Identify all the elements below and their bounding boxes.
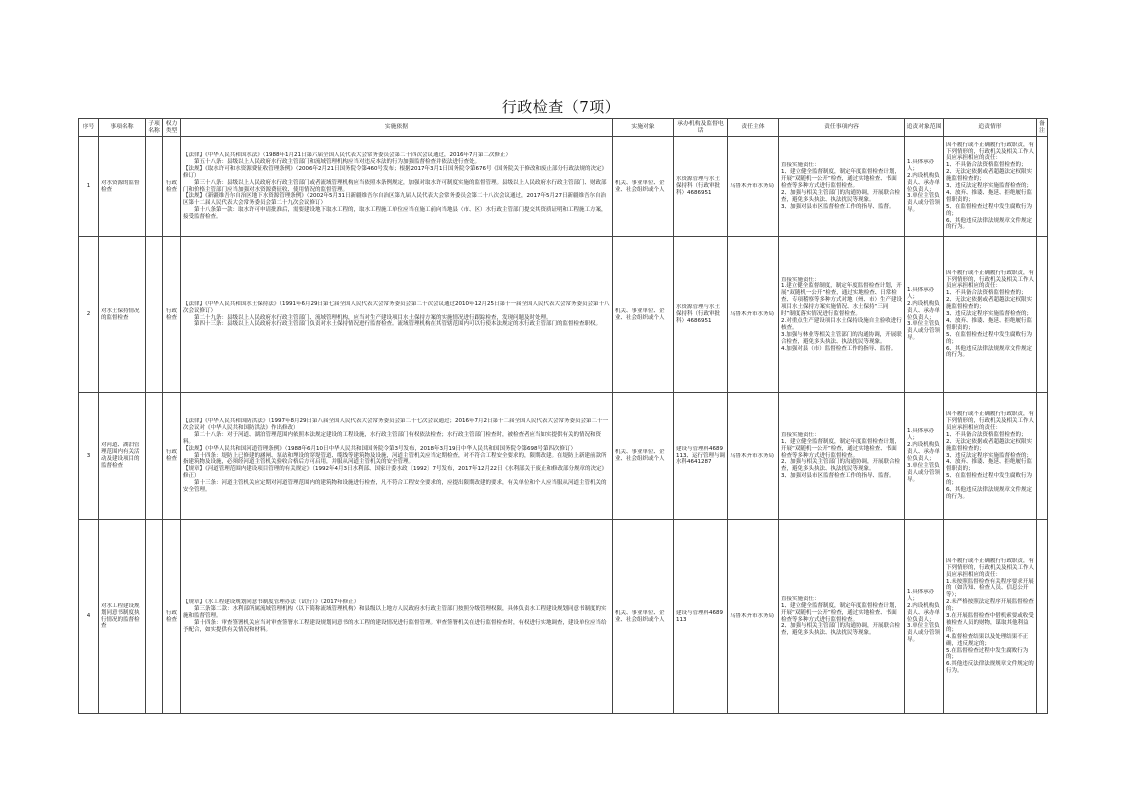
target-party-cell [613, 393, 674, 520]
accountability-case-line: 1、不具备合法资格监督检查的； [946, 290, 1027, 297]
header-target-party: 实施对象 [613, 119, 674, 137]
legal-basis [183, 418, 610, 494]
power-type-cell [163, 237, 181, 393]
item-name: 对水工程建设规划同意书制度执行情况的监督检查 [101, 602, 140, 630]
legal-basis [183, 301, 610, 329]
power-type-cell [163, 137, 181, 237]
table-row [79, 393, 1048, 520]
row-number: 2 [86, 311, 91, 318]
table-row [79, 520, 1048, 714]
remark-cell [1037, 393, 1048, 520]
accountability-case-line: 1、不具备合法资格监督检查的； [946, 162, 1027, 169]
duty-line: 1.建立健全监督制度，制定年度监督检查计划，开展“双随机一公开”检查，通过实地检查、日常检查、专项稽察等多种方式对地（州、市）生产建设项目水土保持方案实施情况、水土保持“三同时”制度落实情况进行监督检查。 [781, 283, 902, 318]
power-type: 行政检查 [165, 609, 177, 623]
remark-cell [1037, 237, 1048, 393]
duty-line: 1、建立健全监督制度，制定年度监督检查计划，开展“双随机一公开”检查，通过实地检查、书面检查等多种方式进行监督检查。 [781, 438, 901, 459]
accountability-cases-cell [944, 237, 1037, 393]
legal-basis-paragraph: 第三十八条：县级以上人民政府水行政主管部门或者流域管理机构应当依照本条例规定，加强对取水许可制度实施的监督管理。县级以上人民政府水行政主管部门、财政部门和价格主管部门应当加强对水资源费征收、使用情况的监督管理。 [183, 179, 607, 193]
accountability-scope-line: 2.内设机构负责人、承办单位负责人； [907, 172, 941, 193]
accountability-case-line: 6、其他违反法律法规规章文件规定的行为。 [946, 345, 1033, 359]
power-type-cell [163, 520, 181, 714]
header-accountability-cases: 追责情形 [944, 119, 1037, 137]
item-name-cell [99, 393, 146, 520]
accountability-case-line: 2、无法定依据或者超越法定权限实施监督检查的； [946, 169, 1033, 183]
legal-basis-paragraph: 第十四条：审查签署机关应当对审查签署水工程建设规划同意书的水工程的建设情况进行监督管理。审查签署机关在进行监督检查时，有权进行实地调查，建设单位应当给予配合，如实提供有关情况和材料。 [183, 619, 607, 633]
item-name-cell [99, 237, 146, 393]
page-title: 行政检查（7项） [501, 98, 621, 116]
accountability-scope-cell [905, 237, 944, 393]
responsible-subject-cell [728, 137, 779, 237]
legal-basis-paragraph: 第三条第二款：水利部所属流域管理机构（以下简称流域管理机构）和县级以上地方人民政府水行政主管部门按照分级管理权限，具体负责水工程建设规划同意书制度的实施和监督管理。 [183, 606, 607, 620]
duty-line: 3、加强对县市区监督检查工作的指导、监督。 [781, 203, 895, 210]
duty-line: 直接实施责任： [781, 276, 820, 283]
accountability-case-line: 1、不具备合法资格监督检查的； [946, 431, 1027, 438]
row-number: 3 [86, 452, 91, 459]
target-party: 机关、事业单位、企业、社会组织或个人 [615, 449, 665, 462]
subitem-name-cell [146, 393, 163, 520]
accountability-case-line: 3、违反法定程序实施监督检查的； [946, 311, 1033, 318]
row-number: 1 [86, 183, 91, 190]
legal-basis-paragraph: 【法律】《中华人民共和国水法》（1988年1月21日第六届全国人民代表大会常务委员会第二十四次会议通过，2016年7月第二次修正） [183, 151, 511, 158]
header-responsible-subject: 责任主体 [728, 119, 779, 137]
responsible-subject: 乌鲁木齐市水务局 [730, 183, 775, 190]
accountability-scope [907, 287, 941, 342]
duty-line: 3、加强对县市区监督检查工作的指导、监督。 [781, 473, 895, 480]
responsible-subject-cell [728, 393, 779, 520]
responsible-subject: 乌鲁木齐市水务局 [730, 613, 775, 620]
header-subitem-name: 子项名称 [146, 119, 163, 137]
duty-line: 直接实施责任： [781, 595, 820, 602]
target-party: 机关、事业单位、企业、社会组织或个人 [615, 609, 665, 623]
remark-cell [1037, 137, 1048, 237]
table-row [79, 137, 1048, 237]
power-type: 行政检查 [165, 307, 177, 321]
handling-agency: 建设与管理科4689113 [676, 609, 723, 623]
legal-basis-cell [181, 393, 613, 520]
accountability-scope-line: 1.具体承办人； [907, 158, 935, 172]
accountability-case-line: 2.未严格按照法定程序开展监督检查的； [946, 599, 1034, 613]
row-number: 4 [86, 613, 91, 620]
item-name: 对水资源的监督检查 [101, 179, 140, 193]
duty-content-cell [779, 137, 905, 237]
item-name: 对河道、湖泊管理范围内有关活动及建设项目的监督检查 [101, 442, 140, 469]
duty-line: 2.对重点生产建设项目水土保持设施自主验收进行核查。 [781, 317, 902, 331]
accountability-case-line: 3.在开展监督检查中借机索要或收受被检查人员的财物，谋取其他利益的； [946, 613, 1034, 633]
accountability-case-line: 5、在监督检查过程中发生腐败行为的； [946, 473, 1033, 487]
accountability-scope-line: 3.单位主管负责人或分管领导。 [907, 462, 941, 483]
header-legal-basis: 实施依据 [181, 119, 613, 137]
legal-basis [183, 599, 610, 634]
duty-content [781, 162, 902, 210]
responsible-subject: 乌鲁木齐市水务局 [730, 452, 775, 459]
handling-agency-cell [674, 137, 728, 237]
accountability-case-line: 2、无法定依据或者超越法定权限实施监督检查的； [946, 438, 1033, 452]
accountability-scope-line: 2.内设机构负责人、承办单位负责人； [907, 300, 941, 321]
handling-agency-cell [674, 520, 728, 714]
header-remark: 备注 [1037, 119, 1048, 137]
handling-agency-cell [674, 393, 728, 520]
accountability-cases-cell [944, 137, 1037, 237]
table-row [79, 237, 1048, 393]
accountability-scope-cell [905, 520, 944, 714]
legal-basis-cell [181, 520, 613, 714]
accountability-case-line: 1.未按照监督检查有关程序要求开展的（如告知、检查人员、信息公开等）； [946, 578, 1034, 599]
accountability-scope [907, 589, 941, 644]
accountability-scope-cell [905, 393, 944, 520]
duty-line: 2、加强与相关主管部门的沟通协调，开展联合检查，避免多头执法、执法扰民等现象。 [781, 189, 901, 203]
inspection-table [78, 118, 1048, 714]
power-type: 行政检查 [165, 179, 177, 193]
legal-basis [183, 152, 610, 221]
legal-basis-paragraph: 第十八条第一款：取水许可申请批准后，需要建设地下取水工程的，取水工程施工单位应当在施工前向当地县（市、区）水行政主管部门提交其资质证明和工程施工方案，接受监督检查。 [183, 207, 607, 221]
power-type-cell [163, 393, 181, 520]
remark-cell [1037, 520, 1048, 714]
duty-line: 直接实施责任： [781, 162, 820, 169]
accountability-case-line: 6、其他违反法律法规规章文件规定的行为。 [946, 217, 1033, 231]
accountability-cases [946, 142, 1034, 232]
duty-content [781, 596, 902, 637]
legal-basis-paragraph: 第二十八条：对于河道、湖泊管理范围内依照本法规定建设的工程设施，水行政主管部门有权依法检查；水行政主管部门检查时，被检查者应当如实提供有关的情况和资料。 [183, 431, 602, 445]
accountability-case-line: 3、违反法定程序实施监督检查的； [946, 183, 1033, 190]
responsible-subject-cell [728, 520, 779, 714]
legal-basis-cell [181, 237, 613, 393]
item-name-cell [99, 137, 146, 237]
target-party-cell [613, 237, 674, 393]
duty-line: 2、加强与相关主管部门的沟通协调，开展联合检查，避免多头执法、执法扰民等现象。 [781, 459, 901, 473]
accountability-scope-line: 2.内设机构负责人、承办单位负责人； [907, 602, 941, 623]
accountability-case-line: 因不履行或不正确履行行政职责，有下列情形的，行政机关及相关工作人员应承担相应的责任： [946, 269, 1034, 290]
header-handling-agency: 承办机构及监督电话 [674, 119, 728, 137]
legal-basis-paragraph: 【法律】《中华人民共和国防洪法》（1997年8月29日第八届全国人民代表大会常务委员会第二十七次会议通过；2016年7月2日第十二届全国人民代表大会常务委员会第二十一次会议对《中华人民共和国防洪法》作出修改） [183, 418, 608, 431]
legal-basis-paragraph: 【法律】《中华人民共和国水土保持法》（1991年6月29日第七届全国人民代表大会常务委员会第二十次会议通过2010年12月25日第十一届全国人民代表大会常务委员会第十八次会议修订） [183, 300, 610, 314]
accountability-case-line: 2、无法定依据或者超越法定权限实施监督检查的； [946, 297, 1033, 311]
responsible-subject: 乌鲁木齐市水务局 [730, 311, 775, 318]
duty-line: 1、建立健全监督制度，制定年度监督检查计划，开展“双随机一公开”检查，通过实地检查、书面检查等多种方式进行监督检查。 [781, 169, 901, 190]
accountability-scope-line: 3.单位主管负责人或分管领导。 [907, 193, 941, 214]
table-body [79, 137, 1048, 714]
row-number-cell [79, 393, 99, 520]
accountability-scope [907, 159, 941, 214]
accountability-case-line: 4.监督检查结果以及处理结果不正确，违反规定的； [946, 633, 1029, 647]
target-party: 机关、事业单位、企业、社会组织或个人 [615, 179, 665, 193]
subitem-name-cell [146, 237, 163, 393]
handling-agency: 水资源管理与水土保持科（行政审批科）4686951 [676, 304, 721, 324]
duty-content-cell [779, 237, 905, 393]
legal-basis-paragraph: 第五十八条：县级以上人民政府水行政主管部门和流域管理机构应当对违反本法的行为加强监督检查并依法进行查处。 [194, 158, 481, 165]
header-accountability-scope: 追责对象范围 [905, 119, 944, 137]
header-item-name: 事项名称 [99, 119, 146, 137]
handling-agency: 建设与管理科4689113、运行管理与调水科4641287 [676, 445, 725, 466]
handling-agency-cell [674, 237, 728, 393]
accountability-case-line: 因不履行或不正确履行行政职责，有下列情形的，行政机关及相关工作人员应承担相应的责任： [946, 141, 1034, 162]
accountability-case-line: 因不履行或不正确履行行政职责，有下列情形的，行政机关及相关工作人员应承担相应的责任： [946, 411, 1034, 431]
accountability-case-line: 6、其他违反法律法规规章文件规定的行为。 [946, 487, 1033, 500]
accountability-scope-line: 1.具体承办人； [907, 588, 935, 602]
legal-basis-paragraph: 【法规】《中华人民共和国河道管理条例》（1988年6月10日中华人民共和国国务院令第3号发布，2018年3月19日中华人民共和国国务院令第698号第四次修订） [183, 445, 576, 452]
duty-content [781, 432, 902, 480]
duty-line: 4.加强对县（市）监督检查工作的指导、监督。 [781, 345, 897, 352]
header-duty-content: 责任事项内容 [779, 119, 905, 137]
accountability-cases-cell [944, 520, 1037, 714]
item-name: 对水土保持情况的监督检查 [101, 307, 140, 321]
handling-agency: 水资源管理与水土保持科（行政审批科）4686951 [676, 176, 721, 196]
responsible-subject-cell [728, 237, 779, 393]
accountability-scope-line: 3.单位主管负责人或分管领导。 [907, 321, 941, 342]
accountability-scope-cell [905, 137, 944, 237]
subitem-name-cell [146, 137, 163, 237]
accountability-cases [946, 270, 1034, 360]
row-number-cell [79, 237, 99, 393]
duty-line: 3.加强与林业等相关主管部门的沟通协调，开展联合检查，避免多头执法、执法扰民等现象。 [781, 331, 902, 345]
accountability-case-line: 4、放弃、推诿、拖延、拒绝履行监督职责的； [946, 317, 1033, 331]
accountability-case-line: 因不履行或不正确履行行政职责，有下列情形的，行政机关及相关工作人员应承担相应的责任： [946, 557, 1034, 578]
accountability-case-line: 6.其他违反法律法规规章文件规定的行为。 [946, 661, 1034, 675]
accountability-cases [946, 558, 1034, 675]
legal-basis-paragraph: 【法规】《新疆维吾尔自治区地下水资源管理条例》（2002年5月31日新疆维吾尔自治区第九届人民代表大会常务委员会第二十八次会议通过，2017年5月27日新疆维吾尔自治区第十二届人民代表大会常务委员会第二十九次会议修订） [183, 193, 606, 207]
accountability-case-line: 4、放弃、推诿、拖延、拒绝履行监督职责的； [946, 459, 1033, 473]
power-type: 行政检查 [165, 449, 177, 462]
row-number-cell [79, 520, 99, 714]
row-number-cell [79, 137, 99, 237]
accountability-scope [907, 428, 941, 483]
duty-content-cell [779, 520, 905, 714]
accountability-case-line: 4、放弃、推诿、拖延、拒绝履行监督职责的； [946, 189, 1033, 203]
legal-basis-paragraph: 第四十三条：县级以上人民政府水行政主管部门负责对水土保持情况进行监督检查。流域管理机构在其管辖范围内可以行使本法规定的水行政主管部门的监督检查职权。 [194, 321, 602, 328]
accountability-cases [946, 411, 1034, 501]
legal-basis-cell [181, 137, 613, 237]
accountability-scope-line: 2.内设机构负责人、承办单位负责人； [907, 442, 941, 462]
duty-line: 2、加强与相关主管部门的沟通协调，开展联合检查，避免多头执法、执法扰民等现象。 [781, 623, 901, 637]
duty-line: 1、建立健全监督制度，制定年度监督检查计划，开展“双随机一公开”检查，通过实地检查、书面检查等多种方式进行监督检查。 [781, 602, 901, 623]
target-party-cell [613, 137, 674, 237]
accountability-case-line: 5、在监督检查过程中发生腐败行为的； [946, 331, 1033, 345]
legal-basis-paragraph: 【规章】《河道管理范围内建设项目管理的有关规定》（1992年4月3日水利部、国家计委水政〔1992〕7号发布，2017年12月22日《水利部关于废止和修改部分规章的决定》修正） [183, 466, 607, 480]
accountability-cases-cell [944, 393, 1037, 520]
duty-content [781, 277, 902, 353]
target-party-cell [613, 520, 674, 714]
subitem-name-cell [146, 520, 163, 714]
duty-line: 直接实施责任： [781, 431, 820, 438]
item-name-cell [99, 520, 146, 714]
accountability-scope-line: 1.具体承办人； [907, 286, 935, 300]
legal-basis-paragraph: 【规章】《水工程建设规划同意书制度管理办法（试行）》（2017年修正） [183, 599, 360, 606]
accountability-scope-line: 3.单位主管负责人或分管领导。 [907, 623, 941, 644]
legal-basis-paragraph: 第二十九条：县级以上人民政府水行政主管部门、流域管理机构，应当对生产建设项目水土保持方案的实施情况进行跟踪检查，发现问题及时处理。 [194, 314, 552, 321]
target-party: 机关、事业单位、企业、社会组织或个人 [615, 307, 665, 321]
legal-basis-paragraph: 【法规】《取水许可和水资源费征收管理条例》（2006年2月21日国务院令第460号发布；根据2017年3月1日国务院令第676号《国务院关于修改和废止部分行政法规的决定》修订） [183, 165, 607, 179]
accountability-case-line: 5.在监督检查过程中发生腐败行为的； [946, 647, 1029, 661]
legal-basis-paragraph: 第十三条：河道主管机关应定期对河道管理范围内的建筑物和设施进行检查，凡不符合工程安全要求的，应提出限期改建的要求，有关单位和个人应当服从河道主管机关的安全管理。 [183, 480, 607, 494]
legal-basis-paragraph: 第十四条：堤防上已修建的涵闸、泵站和埋设的穿堤管道、缆线等建筑物及设施，河道主管机关应当定期检查，对不符合工程安全要求的，限期改建。在堤防上新建前款所指建筑物及设施，必须经河道主管机关验收合格后方可启用，并服从河道主管机关的安全管理。 [183, 452, 607, 466]
header-power-type: 权力类型 [163, 119, 181, 137]
duty-content-cell [779, 393, 905, 520]
accountability-scope-line: 1.具体承办人； [907, 428, 935, 442]
header-row [79, 119, 1048, 137]
accountability-case-line: 3、违反法定程序实施监督检查的； [946, 452, 1033, 459]
header-number: 序号 [79, 119, 99, 137]
accountability-case-line: 5、在监督检查过程中发生腐败行为的； [946, 203, 1033, 217]
